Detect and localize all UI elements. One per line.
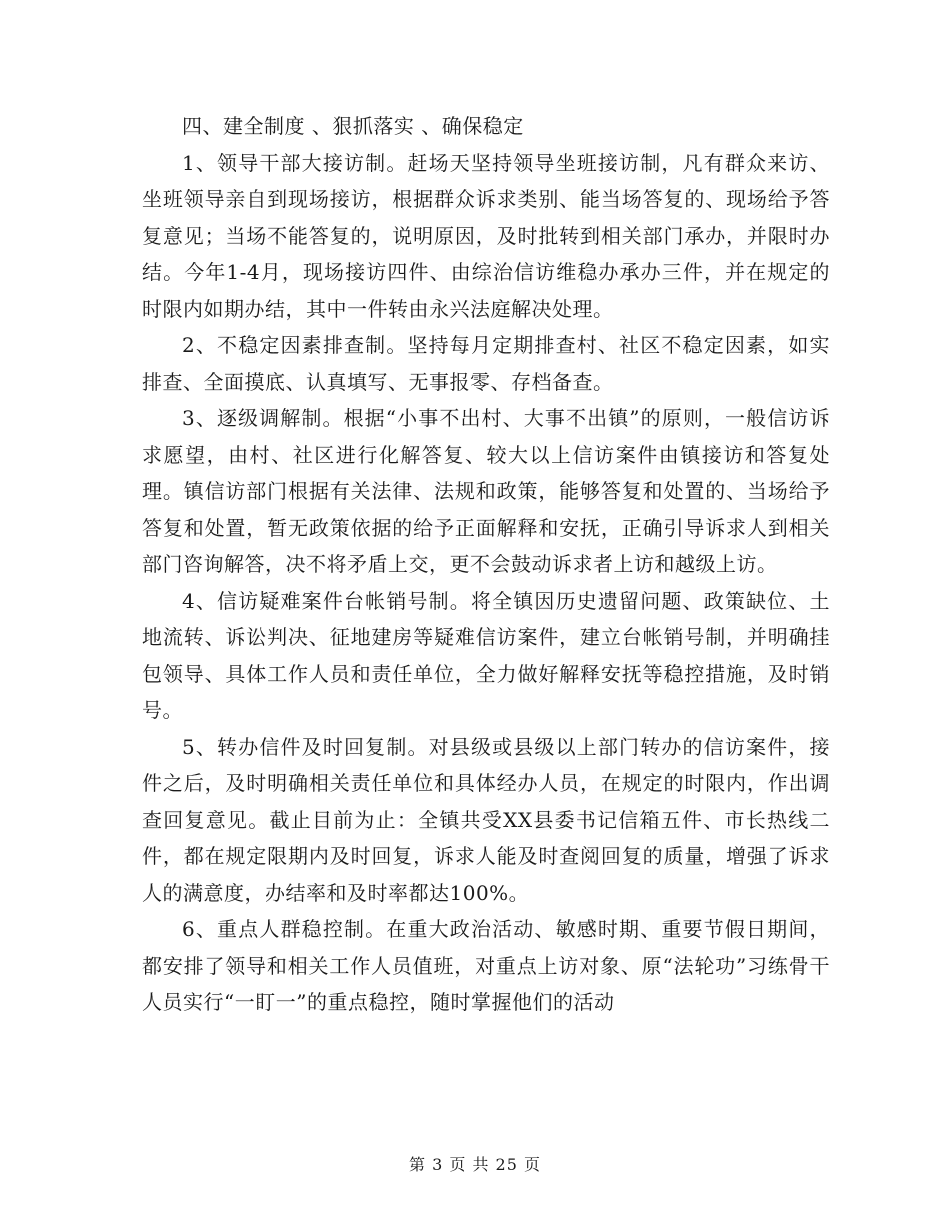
paragraph-2: 2、不稳定因素排查制。坚持每月定期排查村、社区不稳定因素，如实排查、全面摸底、认真填写、无事报零、存档备查。 bbox=[142, 333, 830, 394]
paragraph-3: 3、逐级调解制。根据“小事不出村、大事不出镇”的原则，一般信访诉求愿望，由村、社区进行化解答复、较大以上信访案件由镇接访和答复处理。镇信访部门根据有关法律、法规和政策，能够答复和处置的、当场给予答复和处置，暂无政策依据的给予正面解释和安抚，正确引导诉求人到相关部门咨询解答，决不将矛盾上交，更不会鼓动诉求者上访和越级上访。 bbox=[142, 406, 830, 576]
section-heading: 四、建全制度 、狠抓落实 、确保稳定 bbox=[182, 114, 524, 138]
paragraph-6: 6、重点人群稳控制。在重大政治活动、敏感时期、重要节假日期间，都安排了领导和相关工作人员值班，对重点上访对象、原“法轮功”习练骨干人员实行“一盯一”的重点稳控，随时掌握他们的活动 bbox=[142, 917, 830, 1014]
paragraph-4: 4、信访疑难案件台帐销号制。将全镇因历史遗留问题、政策缺位、土地流转、诉讼判决、征地建房等疑难信访案件，建立台帐销号制，并明确挂包领导、具体工作人员和责任单位，全力做好解释安抚等稳控措施，及时销号。 bbox=[142, 588, 830, 722]
paragraph-5: 5、转办信件及时回复制。对县级或县级以上部门转办的信访案件，接件之后，及时明确相关责任单位和具体经办人员，在规定的时限内，作出调查回复意见。截止目前为止：全镇共受XX县委书记信箱五件、市长热线二件，都在规定限期内及时回复，诉求人能及时查阅回复的质量，增强了诉求人的满意度，办结率和及时率都达100%。 bbox=[142, 734, 830, 905]
page-number-footer: 第 3 页 共 25 页 bbox=[409, 1155, 541, 1174]
paragraph-1: 1、领导干部大接访制。赶场天坚持领导坐班接访制，凡有群众来访、坐班领导亲自到现场接访，根据群众诉求类别、能当场答复的、现场给予答复意见；当场不能答复的，说明原因，及时批转到相关部门承办，并限时办结。今年1-4月，现场接访四件、由综治信访维稳办承办三件，并在规定的时限内如期办结，其中一件转由永兴法庭解决处理。 bbox=[142, 150, 830, 321]
document-body bbox=[142, 108, 830, 1021]
